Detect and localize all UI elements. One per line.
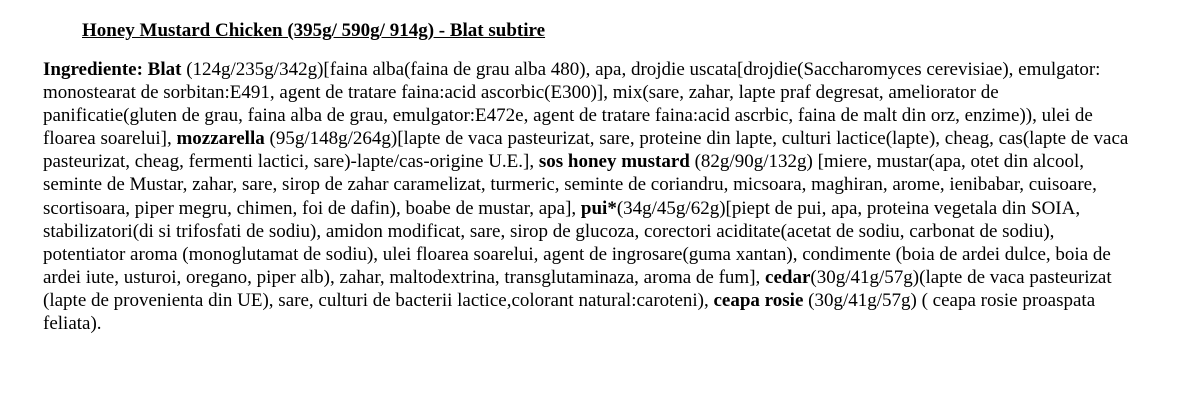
ingredient-details-ceapa-rosie: (30g/41g/57g) ( ceapa rosie proaspata feliata). bbox=[43, 289, 1096, 335]
ingredients-label: Ingrediente: bbox=[43, 59, 143, 80]
ingredient-details-pui: (34g/45g/62g)[piept de pui, apa, proteina vegetala din SOIA, stabilizatori(di si trifosfati de sodiu), amidon modificat, sare, sirop de glucoza, corectori aciditate(acetat de sodiu, carbonat de sodiu), potentiator aroma (monoglutamat de sodiu), ulei floarea soarelui, agent de ingrosare(guma xantan), condimente (boia de ardei dulce, boia de ardei iute, usturoi, oregano, piper alb), zahar, maltodextrina, transglutaminaza, aroma de fum], bbox=[43, 197, 1111, 288]
ingredient-name-pui: pui* bbox=[580, 197, 617, 219]
ingredients-paragraph bbox=[43, 58, 1133, 335]
ingredient-name-blat: Blat bbox=[147, 59, 182, 80]
ingredient-details-cedar: (30g/41g/57g)(lapte de vaca pasteurizat (lapte de provenienta din UE), sare, culturi de bacterii lactice,colorant natural:caroteni), bbox=[43, 266, 1112, 311]
ingredient-name-cedar: cedar bbox=[765, 266, 811, 288]
ingredient-details-mozzarella: (95g/148g/264g)[lapte de vaca pasteurizat, sare, proteine din lapte, culturi lactice(lapte), cheag, cas(lapte de vaca pasteurizat, cheag, fermenti lactici, sare)-lapte/cas-origine U.E.], bbox=[43, 128, 1129, 173]
product-title: Honey Mustard Chicken (395g/ 590g/ 914g) - Blat subtire bbox=[82, 20, 546, 41]
ingredient-details-sos-honey-mustard: (82g/90g/132g) [miere, mustar(apa, otet din alcool, seminte de Mustar, zahar, sare, sirop de zahar caramelizat, turmeric, seminte de coriandru, micsoara, maghiran, arome, ienibabar, cuisoare, scortisoara, piper megru, chimen, foi de dafin), boabe de mustar, apa], bbox=[43, 151, 1097, 219]
ingredient-details-blat: (124g/235g/342g)[faina alba(faina de grau alba 480), apa, drojdie uscata[drojdie(Saccharomyces cerevisiae), emulgator: monostearat de sorbitan:E491, agent de tratare faina:acid ascorbic(E300)], mix(sare, zahar, lapte praf degresat, ameliorator de panificatie(gluten de grau, faina alba de grau, emulgator:E472e, agent de tratare faina:acid ascrbic, faina de malt din orz, enzime)), ulei de floarea soarelui], bbox=[43, 59, 1101, 150]
ingredient-name-sos-honey-mustard: sos honey mustard bbox=[538, 151, 690, 173]
ingredient-name-ceapa-rosie: ceapa rosie bbox=[713, 289, 804, 311]
ingredient-name-mozzarella: mozzarella bbox=[176, 128, 265, 150]
